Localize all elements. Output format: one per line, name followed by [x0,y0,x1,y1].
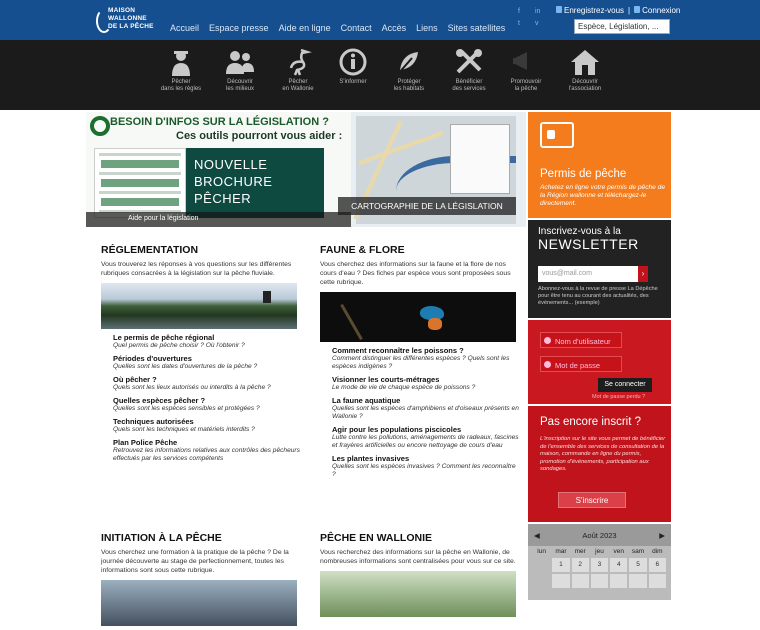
permis-box[interactable] [528,112,671,218]
menu-label: Protéger les habitats [393,79,425,92]
calendar-month: Août 2023 [582,530,617,540]
nav-aide-en-ligne[interactable]: Aide en ligne [278,23,331,33]
nav-contact[interactable]: Contact [340,23,372,33]
section-title[interactable]: FAUNE & FLORE [320,244,405,256]
twitter-icon[interactable]: t [518,20,520,27]
site-logo[interactable] [96,6,158,36]
tools-icon [454,48,484,76]
promote-icon [511,48,541,76]
sidebar [528,112,671,600]
list-item[interactable]: Quelles espèces pêcher ? Quelles sont les espèces sensibles et protégées ? [113,396,260,412]
nav-liens[interactable]: Liens [416,23,438,33]
list-item[interactable]: Comment reconnaître les poissons ? Comment distinguer les différentes espèces ? Quels sont les espèces indigènes ? [332,346,510,370]
newsletter-box [528,220,671,318]
banner-slide [86,112,351,227]
section-intro: Vous trouverez les réponses à vos questions sur les différentes rubriques consacrées à la législation sur la pêche fluviale. [101,261,292,277]
section-intro: Vous cherchez une formation à la pratique de la pêche ? De la journée découverte au stage de perfectionnement, toutes les informations sont sous cette rubrique. [101,549,289,574]
social-links [515,6,545,36]
list-item[interactable]: Techniques autorisées Quels sont les techniques et matériels interdits ? [113,417,255,433]
list-item[interactable]: Où pêcher ? Quels sont les lieux autorisés ou interdits à la pêche ? [113,375,271,391]
section-intro: Vous recherchez des informations sur la pêche en Wallonie, de nombreuses informations sont centralisées pour vous sur ce site. [320,549,516,565]
menu-label: Découvrir l'association [568,79,602,92]
calendar-day[interactable]: 4 [610,558,627,572]
calendar-day[interactable]: 3 [591,558,608,572]
register-link[interactable]: Enregistrez-vous [564,6,625,15]
password-input[interactable]: Mot de passe [540,356,622,372]
menu-label: Promouvoir la pêche [510,79,542,92]
permis-text: Achetez en ligne votre permis de pêche de la Région wallonne et téléchargez-le directement. [540,184,665,207]
register-title: Pas encore inscrit ? [540,416,641,428]
section-title[interactable]: INITIATION À LA PÊCHE [101,532,222,544]
section-initiation [101,532,301,630]
newsletter-submit-button[interactable]: › [638,266,648,282]
calendar-weekdays: lun mar mer jeu ven sam dim [537,548,663,555]
section-peche-wallonie [320,532,520,621]
menu-beneficier-services[interactable] [444,48,494,93]
search-input[interactable]: Espèce, Législation, ... [574,19,670,34]
user-icon [544,337,551,344]
heron-icon [283,48,313,76]
prev-month-button[interactable]: ◀ [534,530,540,540]
river-photo [101,283,297,329]
newsletter-text: Abonnez-vous à la revue de presse La Dépêche pour être tenu au courant des actualités, des événements... (exemple) [538,286,658,306]
account-links: Enregistrez-vous | Connexion [556,6,680,15]
register-box [528,406,671,522]
nav-espace-presse[interactable]: Espace presse [209,23,269,33]
list-item[interactable]: Agir pour les populations piscicoles Lutte contre les pollutions, aménagements de radeaux, fascines et frayères artificielles ou encore nettoyage de cours d'eau [332,425,519,449]
menu-label: Bénéficier des services [452,79,486,92]
lock-icon [556,6,562,13]
sign-icon [263,291,271,303]
banner-caption: Aide pour la législation [86,212,351,227]
group-icon [225,48,255,76]
facebook-icon[interactable]: f [518,8,520,15]
register-button[interactable]: S'inscrire [558,492,626,508]
menu-pecher-regles[interactable] [156,48,206,93]
menu-decouvrir-association[interactable] [560,48,610,93]
wallonie-photo [320,571,516,617]
calendar-week [528,557,671,573]
next-month-button[interactable]: ▶ [659,530,665,540]
menu-label: Découvrir les milieux [225,79,254,92]
calendar-day [533,558,550,572]
top-header [0,0,760,40]
permis-title: Permis de pêche [540,168,627,180]
list-item[interactable]: Périodes d'ouvertures Quelles sont les dates d'ouvertures de la pêche ? [113,354,258,370]
menu-pecher-wallonie[interactable] [273,48,323,93]
newsletter-email-input[interactable]: vous@mail.com [538,266,638,282]
newsletter-title-2: NEWSLETTER [538,236,639,252]
forgot-password-link[interactable]: Mot de passe perdu ? [592,394,646,400]
calendar-day[interactable]: 1 [552,558,569,572]
map-caption[interactable]: CARTOGRAPHIE DE LA LÉGISLATION [338,197,516,215]
house-icon [570,48,600,76]
menu-decouvrir-milieux[interactable] [215,48,265,93]
kingfisher-photo [320,292,516,342]
username-input[interactable]: Nom d'utilisateur [540,332,622,348]
fisherman-icon [166,48,196,76]
protect-icon [394,48,424,76]
lock-icon [634,6,640,13]
calendar-day[interactable]: 2 [572,558,589,572]
section-faune-flore [320,244,520,483]
newsletter-title-1: Inscrivez-vous à la [538,226,621,237]
menu-label: Pêcher dans les règles [160,79,202,92]
brochure-title: NOUVELLE BROCHURE PÊCHER [186,148,324,218]
list-item[interactable]: Visionner les courts-métrages Le mode de vie de chaque espèce de poissons ? [332,375,476,391]
info-icon [338,48,368,76]
logo-line-2: WALLONNE [108,15,147,22]
list-item[interactable]: Le permis de pêche régional Quel permis de pêche choisir ? Où l'obtenir ? [113,333,245,349]
menu-proteger-habitats[interactable] [384,48,434,93]
banner-title: BESOIN D'INFOS SUR LA LÉGISLATION ? [110,116,329,128]
calendar-day[interactable]: 5 [629,558,646,572]
logo-line-3: DE LA PÊCHE [108,23,154,30]
menu-sinformer[interactable] [328,48,378,86]
nav-accueil[interactable]: Accueil [170,23,200,33]
menu-promouvoir-peche[interactable] [501,48,551,93]
brochure-preview [94,148,186,218]
login-box [528,320,671,404]
id-card-icon [540,122,574,148]
register-text: L'inscription sur le site vous permet de bénéficier de l'ensemble des services de consultation de la maison, commande en ligne du permis, promotion d'événements, participation aux sondages. [540,436,666,473]
linkedin-icon[interactable]: in [535,8,541,15]
section-title[interactable]: RÉGLEMENTATION [101,244,199,256]
section-title[interactable]: PÊCHE EN WALLONIE [320,532,433,544]
section-intro: Vous cherchez des informations sur la faune et la flore de nos cours d'eau ? Des fiches par espèce vous sont proposées sous cette rubrique. [320,261,511,286]
login-link[interactable]: Connexion [642,6,681,15]
main-menu [0,40,760,110]
nav-sites-satellites[interactable]: Sites satellites [447,23,506,33]
top-nav [170,23,515,33]
list-item[interactable]: Plan Police Pêche Retrouvez les informations relatives aux contrôles des pêcheurs effectués par les services compétents [113,438,300,462]
logo-line-1: MAISON [108,7,136,14]
section-reglementation [101,244,301,467]
login-button[interactable]: Se connecter [598,378,652,392]
menu-label: S'informer [339,79,367,85]
gear-icon [90,116,110,136]
vimeo-icon[interactable]: v [535,20,539,27]
initiation-photo [101,580,297,626]
list-item[interactable]: La faune aquatique Quelles sont les espèces d'amphibiens et d'oiseaux présents en Wallonie ? [332,396,519,420]
list-item[interactable]: Les plantes invasives Quelles sont les espèces invasives ? Comment les reconnaître ? [332,454,516,478]
calendar-day[interactable]: 6 [649,558,666,572]
menu-label: Pêcher en Wallonie [282,79,314,92]
lock-icon [544,361,551,368]
banner-subtitle: Ces outils pourront vous aider : [176,130,343,142]
calendar [528,524,671,600]
nav-acces[interactable]: Accès [381,23,407,33]
legislation-banner[interactable] [86,112,526,227]
